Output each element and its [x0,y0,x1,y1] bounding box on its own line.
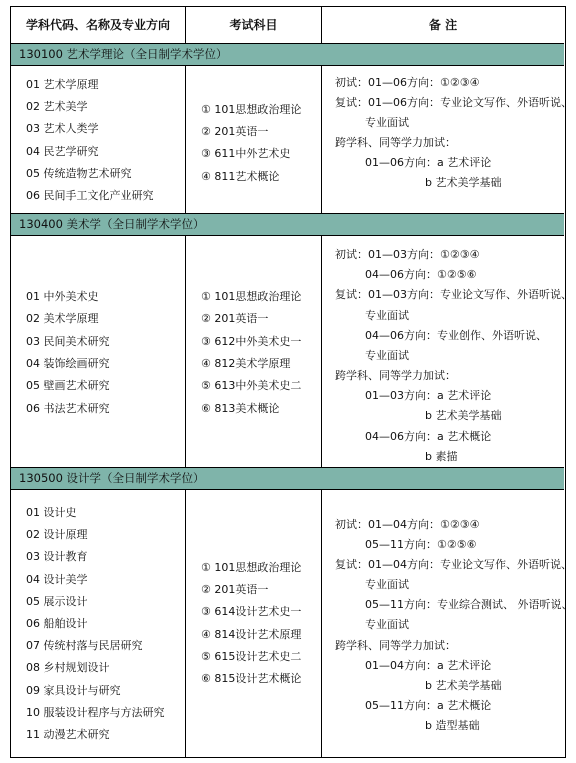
section-title: 130100 艺术学理论（全日制学术学位） [11,43,564,66]
note-line: 04—06方向：专业创作、外语听说、 [365,328,547,342]
direction-item: 05 壁画艺术研究 [26,379,110,393]
exam-subject-item: ③ 612中外美术史一 [201,334,302,348]
exam-subject-item: ④ 812美术学原理 [201,356,291,370]
note-line: 05—11方向：a 艺术概论 [365,698,492,712]
direction-item: 09 家具设计与研究 [26,683,121,697]
note-line: 01—03方向：a 艺术评论 [365,389,492,403]
direction-item: 01 艺术学原理 [26,78,99,91]
program-table [10,6,573,758]
exam-subject-item: ③ 614设计艺术史一 [201,605,302,619]
note-line: 初试：01—03方向：①②③④ [335,248,480,261]
note-line: 04—06方向：a 艺术概论 [365,429,492,443]
column-divider [321,490,322,757]
direction-item: 04 设计美学 [26,572,88,586]
exam-subject-item: ⑤ 615设计艺术史二 [201,649,302,663]
exam-subject-item: ① 101思想政治理论 [201,561,302,574]
direction-item: 06 书法艺术研究 [26,401,110,415]
direction-item: 01 中外美术史 [26,290,99,303]
direction-item: 02 艺术美学 [26,100,88,114]
column-divider [321,66,322,213]
direction-item: 05 展示设计 [26,594,88,608]
exam-subject-item: ② 201英语一 [201,125,269,139]
note-line: 05—11方向：①②⑤⑥ [365,538,477,552]
direction-item: 06 船舶设计 [26,617,88,630]
note-line: 01—06方向：a 艺术评论 [365,156,492,170]
direction-item: 08 乡村规划设计 [26,661,110,675]
direction-item: 04 装饰绘画研究 [26,356,110,370]
direction-item: 10 服装设计程序与方法研究 [26,705,165,719]
note-line: 复试：01—06方向：专业论文写作、外语听说、 [335,96,572,110]
note-line: 复试：01—03方向：专业论文写作、外语听说、 [335,288,572,302]
direction-item: 11 动漫艺术研究 [26,728,110,741]
exam-subject-item: ① 101思想政治理论 [201,290,302,303]
direction-item: 03 艺术人类学 [26,122,99,136]
column-divider [185,236,186,467]
header-notes: 备 注 [428,18,458,32]
note-line: 05—11方向：专业综合测试、 外语听说、 [365,598,573,612]
note-line: 专业面试 [365,116,409,130]
exam-subject-item: ⑥ 815设计艺术概论 [201,672,302,685]
direction-item: 05 传统造物艺术研究 [26,166,132,180]
direction-item: 02 设计原理 [26,528,88,542]
note-line: 专业面试 [365,308,409,322]
note-line: 初试：01—06方向：①②③④ [335,76,480,89]
note-line: b 素描 [425,449,458,463]
column-divider [185,490,186,757]
direction-item: 03 设计教育 [26,550,88,564]
section-title: 130500 设计学（全日制学术学位） [11,467,564,490]
note-line: b 艺术美学基础 [425,409,502,423]
exam-subject-item: ⑥ 813美术概论 [201,401,280,415]
direction-item: 02 美术学原理 [26,312,99,326]
note-line: 跨学科、同等学力加试： [335,136,456,150]
note-line: 专业面试 [365,578,409,592]
direction-item: 01 设计史 [26,506,77,519]
note-line: 04—06方向：①②⑤⑥ [365,268,477,282]
exam-subject-item: ② 201英语一 [201,583,269,597]
column-divider [185,66,186,213]
direction-item: 07 传统村落与民居研究 [26,639,143,653]
exam-subject-item: ③ 611中外艺术史 [201,147,291,161]
note-line: 初试：01—04方向：①②③④ [335,518,480,531]
column-divider [321,236,322,467]
header-discipline: 学科代码、名称及专业方向 [25,18,170,32]
note-line: 复试：01—04方向：专业论文写作、外语听说、 [335,558,572,572]
header-divider [321,7,322,43]
section-title: 130400 美术学（全日制学术学位） [11,213,564,236]
table-header [11,7,564,44]
note-line: b 造型基础 [425,718,480,732]
direction-item: 06 民间手工文化产业研究 [26,189,154,202]
direction-item: 04 民艺学研究 [26,144,99,158]
note-line: 专业面试 [365,618,409,632]
note-line: 跨学科、同等学力加试： [335,638,456,652]
header-divider [185,7,186,43]
note-line: 跨学科、同等学力加试： [335,369,456,383]
note-line: b 艺术美学基础 [425,678,502,692]
note-line: 01—04方向：a 艺术评论 [365,658,492,672]
header-exam-subjects: 考试科目 [229,18,278,32]
direction-item: 03 民间美术研究 [26,334,110,348]
exam-subject-item: ① 101思想政治理论 [201,103,302,116]
note-line: 专业面试 [365,348,409,362]
note-line: b 艺术美学基础 [425,176,502,190]
exam-subject-item: ④ 814设计艺术原理 [201,627,302,641]
exam-subject-item: ④ 811艺术概论 [201,169,280,183]
exam-subject-item: ② 201英语一 [201,312,269,326]
exam-subject-item: ⑤ 613中外美术史二 [201,379,302,393]
